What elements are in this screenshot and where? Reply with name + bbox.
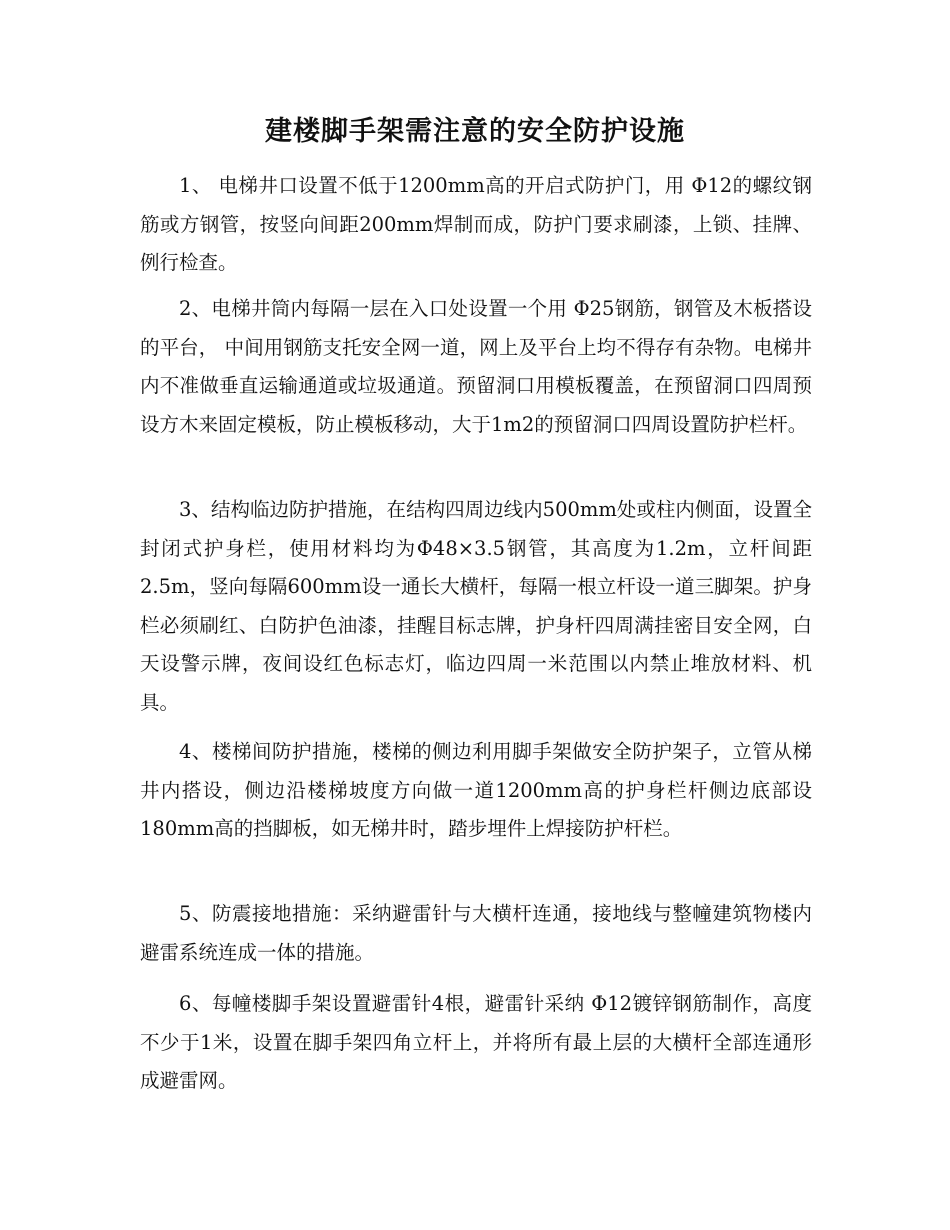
paragraph-1: 1、 电梯井口设置不低于1200mm高的开启式防护门，用 Φ12的螺纹钢筋或方钢管，按竖向间距200mm焊制而成，防护门要求刷漆，上锁、挂牌、例行检查。 [140,174,812,274]
paragraph-4: 4、楼梯间防护措施，楼梯的侧边利用脚手架做安全防护架子，立管从梯井内搭设，侧边沿楼梯坡度方向做一道1200mm高的护身栏杆侧边底部设180mm高的挡脚板，如无梯井时，踏步埋件上焊接防护杆栏。 [140,740,812,840]
paragraph-2: 2、电梯井筒内每隔一层在入口处设置一个用 Φ25钢筋，钢管及木板搭设的平台， 中间用钢筋支托安全网一道，网上及平台上均不得存有杂物。电梯井内不准做垂直运输通道或垃圾通道。预留洞口用模板覆盖，在预留洞口四周预设方木来固定模板，防止模板移动，大于1m2的预留洞口四周设置防护栏杆。 [140,297,812,436]
document-title: 建楼脚手架需注意的安全防护设施 [265,116,685,147]
paragraph-3: 3、结构临边防护措施，在结构四周边线内500mm处或柱内侧面，设置全封闭式护身栏，使用材料均为Φ48×3.5钢管，其高度为1.2m，立杆间距2.5m，竖向每隔600mm设一通长大横杆，每隔一根立杆设一道三脚架。护身栏必须刷红、白防护色油漆，挂醒目标志牌，护身杆四周满挂密目安全网，白天设警示牌，夜间设红色标志灯，临边四周一米范围以内禁止堆放材料、机具。 [140,498,812,714]
paragraph-5: 5、防震接地措施：采纳避雷针与大横杆连通，接地线与整幢建筑物楼内避雷系统连成一体的措施。 [140,902,812,964]
paragraph-6: 6、每幢楼脚手架设置避雷针4根，避雷针采纳 Φ12镀锌钢筋制作，高度不少于1米，设置在脚手架四角立杆上，并将所有最上层的大横杆全部连通形成避雷网。 [140,992,812,1092]
